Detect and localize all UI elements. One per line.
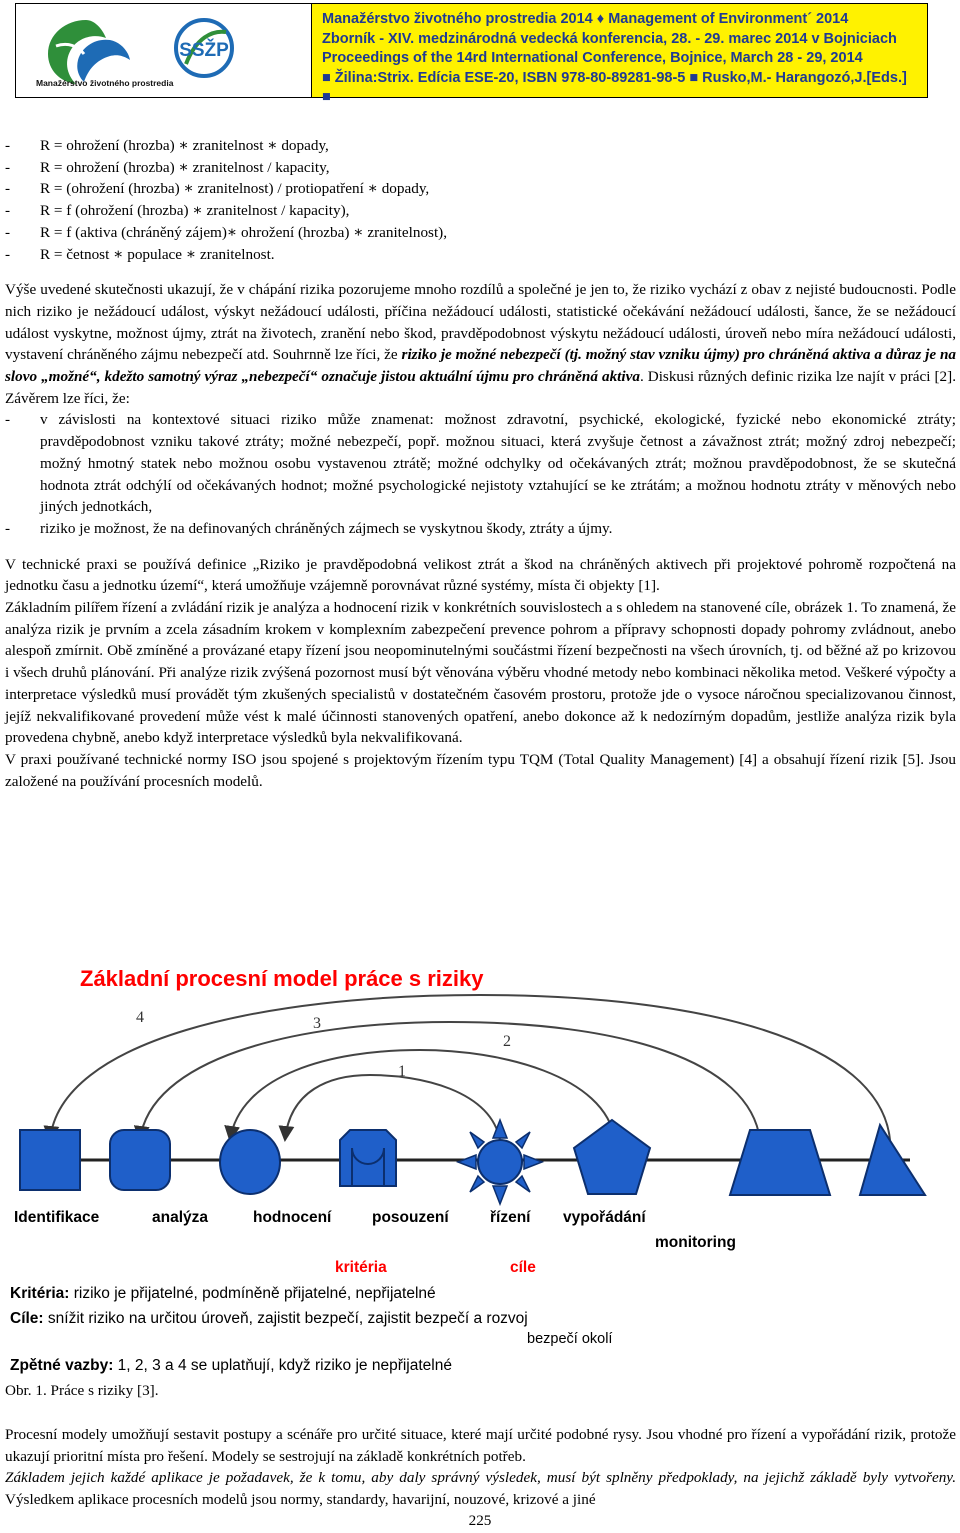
feedback-number: 2 [503, 1033, 511, 1050]
paragraph-application: Základem jejich každé aplikace je požadavek, že k tomu, aby daly správný výsledek, musí být splněny předpoklady, na jejichž základě byly vytvořeny. Výsledkem aplikace procesních modelů jsou normy, standardy, havarijní, nouzové, krizové a jiné [5, 1469, 956, 1509]
feedback-arc-3 [140, 1022, 760, 1140]
figure-title: Základní procesní model práce s riziky [80, 966, 484, 991]
conclusion-item: - riziko je možnost, že na definovaných chráněných zájmech se vyskytnou škody, ztráty a újmy. [5, 519, 613, 537]
formula-item: - R = (ohrožení (hrozba) ∗ zranitelnost) / protiopatření ∗ dopady, [5, 180, 430, 198]
stage-label: řízení [490, 1209, 531, 1226]
paragraph-iso-norms: V praxi používané technické normy ISO jsou spojené s projektovým řízením typu TQM (Total Quality Management) [4] a obsahují řízení rizik [5]. Jsou založené na používání procesních modelů. [5, 750, 956, 790]
formula-list [5, 135, 956, 265]
conclusion-item: - v závislosti na kontextové situaci riziko může znamenat: možnost zdravotní, psychické, ekologické, fyzické nebo ekonomické ztráty; pravděpodobnost vzniku takové ztráty; možné nebezpečí, popř. možnou situaci, která zvyšuje četnost a závažnost ztrát; možný zdroj nebezpečí; možný hmotný statek nebo možnou osobu vystavenou ztrátě; možné odchylky od očekávaných ztrát; možnou pravděpodobnost, že se skutečná hodnota ztrát odchýlí od očekávaných hodnot; možné psychologické nejistoty vztahující se ke ztrátám; a možnou hodnotu ztráty v měnových nebo jiných jednotkách, [5, 411, 956, 516]
shape-posouzeni [340, 1130, 396, 1186]
formula-item: - R = ohrožení (hrozba) ∗ zranitelnost / kapacity, [5, 158, 330, 176]
feedback-arc-4 [50, 995, 890, 1140]
shape-hodnoceni [220, 1130, 280, 1194]
paragraph-process-models: Procesní modely umožňují sestavit postupy a scénáře pro určité situace, které mají určité podobné rysy. Jsou vhodné pro řízení a vypořádání rizik, protože ukazují prioritní místa pro řešení. Modely se sestrojují na základě konkrétních potřeb. [5, 1426, 956, 1465]
shape-identifikace [20, 1130, 80, 1190]
sub-label-kriteria: kritéria [335, 1259, 387, 1276]
header-line-2: Zborník - XIV. medzinárodná vedecká konferencia, 28. - 29. marec 2014 v Bojniciach [322, 30, 897, 47]
paragraph-technical-definition: V technické praxi se používá definice „Riziko je pravděpodobná velikost ztrát a škod na chráněných aktivech při projektové pohromě rozpočtená na jednotku času a jednotku území“, která umožňuje vzájemně porovnávat různé systémy, místa či objekty [1]. [5, 555, 956, 595]
legend-kriteria: Kritéria: riziko je přijatelné, podmíněně přijatelné, nepřijatelné [10, 1285, 436, 1302]
logo-acronym: SSŽP [179, 39, 229, 61]
shape-analyza [110, 1130, 170, 1190]
paragraph-risk-analysis: Základním pilířem řízení a zvládání rizik je analýza a hodnocení rizik v konkrétních souvislostech a s ohledem na stanovené cíle, obrázek 1. To znamená, že analýza rizik je prvním a zcela zásadním krokem v komplexním zabezpečení prevence pohrom a přípravy schopnosti dopady pohromy zvládnout, anebo alespoň zmírnit. Obě zmíněné a provázané etapy řízení jsou neopominutelnými součástmi řízení bezpečnosti na všech úrovních, tj. od běžné až po krizovou i všech druhů plánování. Při analýze rizik zvýšená pozornost musí být věnována výběru vhodné metody nebo kombinaci několika metod. Veškeré výpočty a interpretace výsledků musí provádět tým zkušených specialistů v dostatečném časovém prostoru, protože jde o vysoce náročnou specializovanou činnost, jejíž nekvalifikované provedení může vést k malé účinnosti stanovených opatření, anebo dokonce až k nedozírným dopadům, jestliže analýza rizik byla provedena chybně, anebo když interpretace výsledků byla nekvalifikovaná. [5, 599, 956, 747]
header-banner [311, 4, 927, 105]
main-text [5, 135, 956, 792]
stage-label: Identifikace [14, 1209, 100, 1226]
shape-vyporadani [574, 1120, 650, 1194]
conclusion-list [5, 409, 956, 539]
formula-item: - R = ohrožení (hrozba) ∗ zranitelnost ∗ dopady, [5, 137, 329, 154]
formula-item: - R = f (ohrožení (hrozba) ∗ zranitelnost / kapacity), [5, 202, 350, 220]
header-line-4: ■ Žilina:Strix. Edícia ESE-20, ISBN 978-80-89281-98-5 ■ Rusko,M.- Harangozó,J.[Eds.] ■ [322, 69, 907, 105]
header-line-1: Manažérstvo životného prostredia 2014 ♦ Management of Environment´ 2014 [322, 11, 849, 27]
header-line-3: Proceedings of the 14rd International Conference, Bojnice, March 28 - 29, 2014 [322, 50, 863, 66]
shape-rizeni [458, 1120, 542, 1204]
closing-text [5, 1424, 956, 1511]
sub-label-cile: cíle [510, 1259, 536, 1276]
legend-cile: Cíle: snížit riziko na určitou úroveň, zajistit bezpečí, zajistit bezpečí a rozvoj [10, 1310, 528, 1327]
legend-zpetne-vazby: Zpětné vazby: 1, 2, 3 a 4 se uplatňují, když riziko je nepřijatelné [10, 1357, 452, 1374]
feedback-number: 4 [136, 1009, 144, 1026]
stage-label: analýza [152, 1209, 209, 1226]
stage-label: posouzení [372, 1209, 449, 1226]
feedback-number: 1 [398, 1063, 406, 1080]
legend-cile-line2: bezpečí okolí [527, 1331, 613, 1347]
formula-item: - R = f (aktiva (chráněný zájem)∗ ohrožení (hrozba) ∗ zranitelnost), [5, 223, 448, 241]
conference-logo [16, 4, 311, 97]
page-number: 225 [468, 1512, 492, 1529]
figure-caption: Obr. 1. Práce s riziky [3]. [5, 1382, 159, 1399]
feedback-number: 3 [313, 1015, 321, 1032]
shape-end [860, 1125, 925, 1195]
formula-item: - R = četnost ∗ populace ∗ zranitelnost. [5, 245, 275, 263]
shape-monitoring [730, 1130, 830, 1195]
stage-label: monitoring [655, 1234, 736, 1251]
feedback-arc-1 [285, 1075, 500, 1140]
logo-graphic [26, 8, 306, 94]
risk-process-figure [0, 950, 960, 1380]
page-header [15, 3, 928, 105]
paragraph-risk-understanding: Výše uvedené skutečnosti ukazují, že v chápání rizika pozorujeme mnoho rozdílů a společné je jen to, že riziko vychází z obav z nejisté budoucnosti. Podle nich riziko je nežádoucí událost, výskyt nežádoucí události, příčina nežádoucí události, statistické očekávání nežádoucí události, šance, že se nežádoucí událost vyskytne, možnost újmy, ztrát na životech, zranění nebo škod, pravděpodobnost výskytu nežádoucí události, úroveň nebo míra nežádoucí události, vystavení chráněného zájmu nebezpečí atd. Souhrnně lze říci, že riziko je možné nebezpečí (tj. možný stav vzniku újmy) pro chráněná aktiva a důraz je na slovo „možné“, kdežto samotný výraz „nebezpečí“ označuje jistou aktuální újmu pro chráněná aktiva. Diskusi různých definic rizika lze najít v práci [2]. Závěrem lze říci, že: [5, 281, 956, 407]
stage-label: vypořádání [563, 1209, 646, 1226]
logo-caption: Manažérstvo životného prostredia [36, 77, 174, 88]
process-diagram [0, 950, 960, 1380]
stage-label: hodnocení [253, 1209, 332, 1226]
